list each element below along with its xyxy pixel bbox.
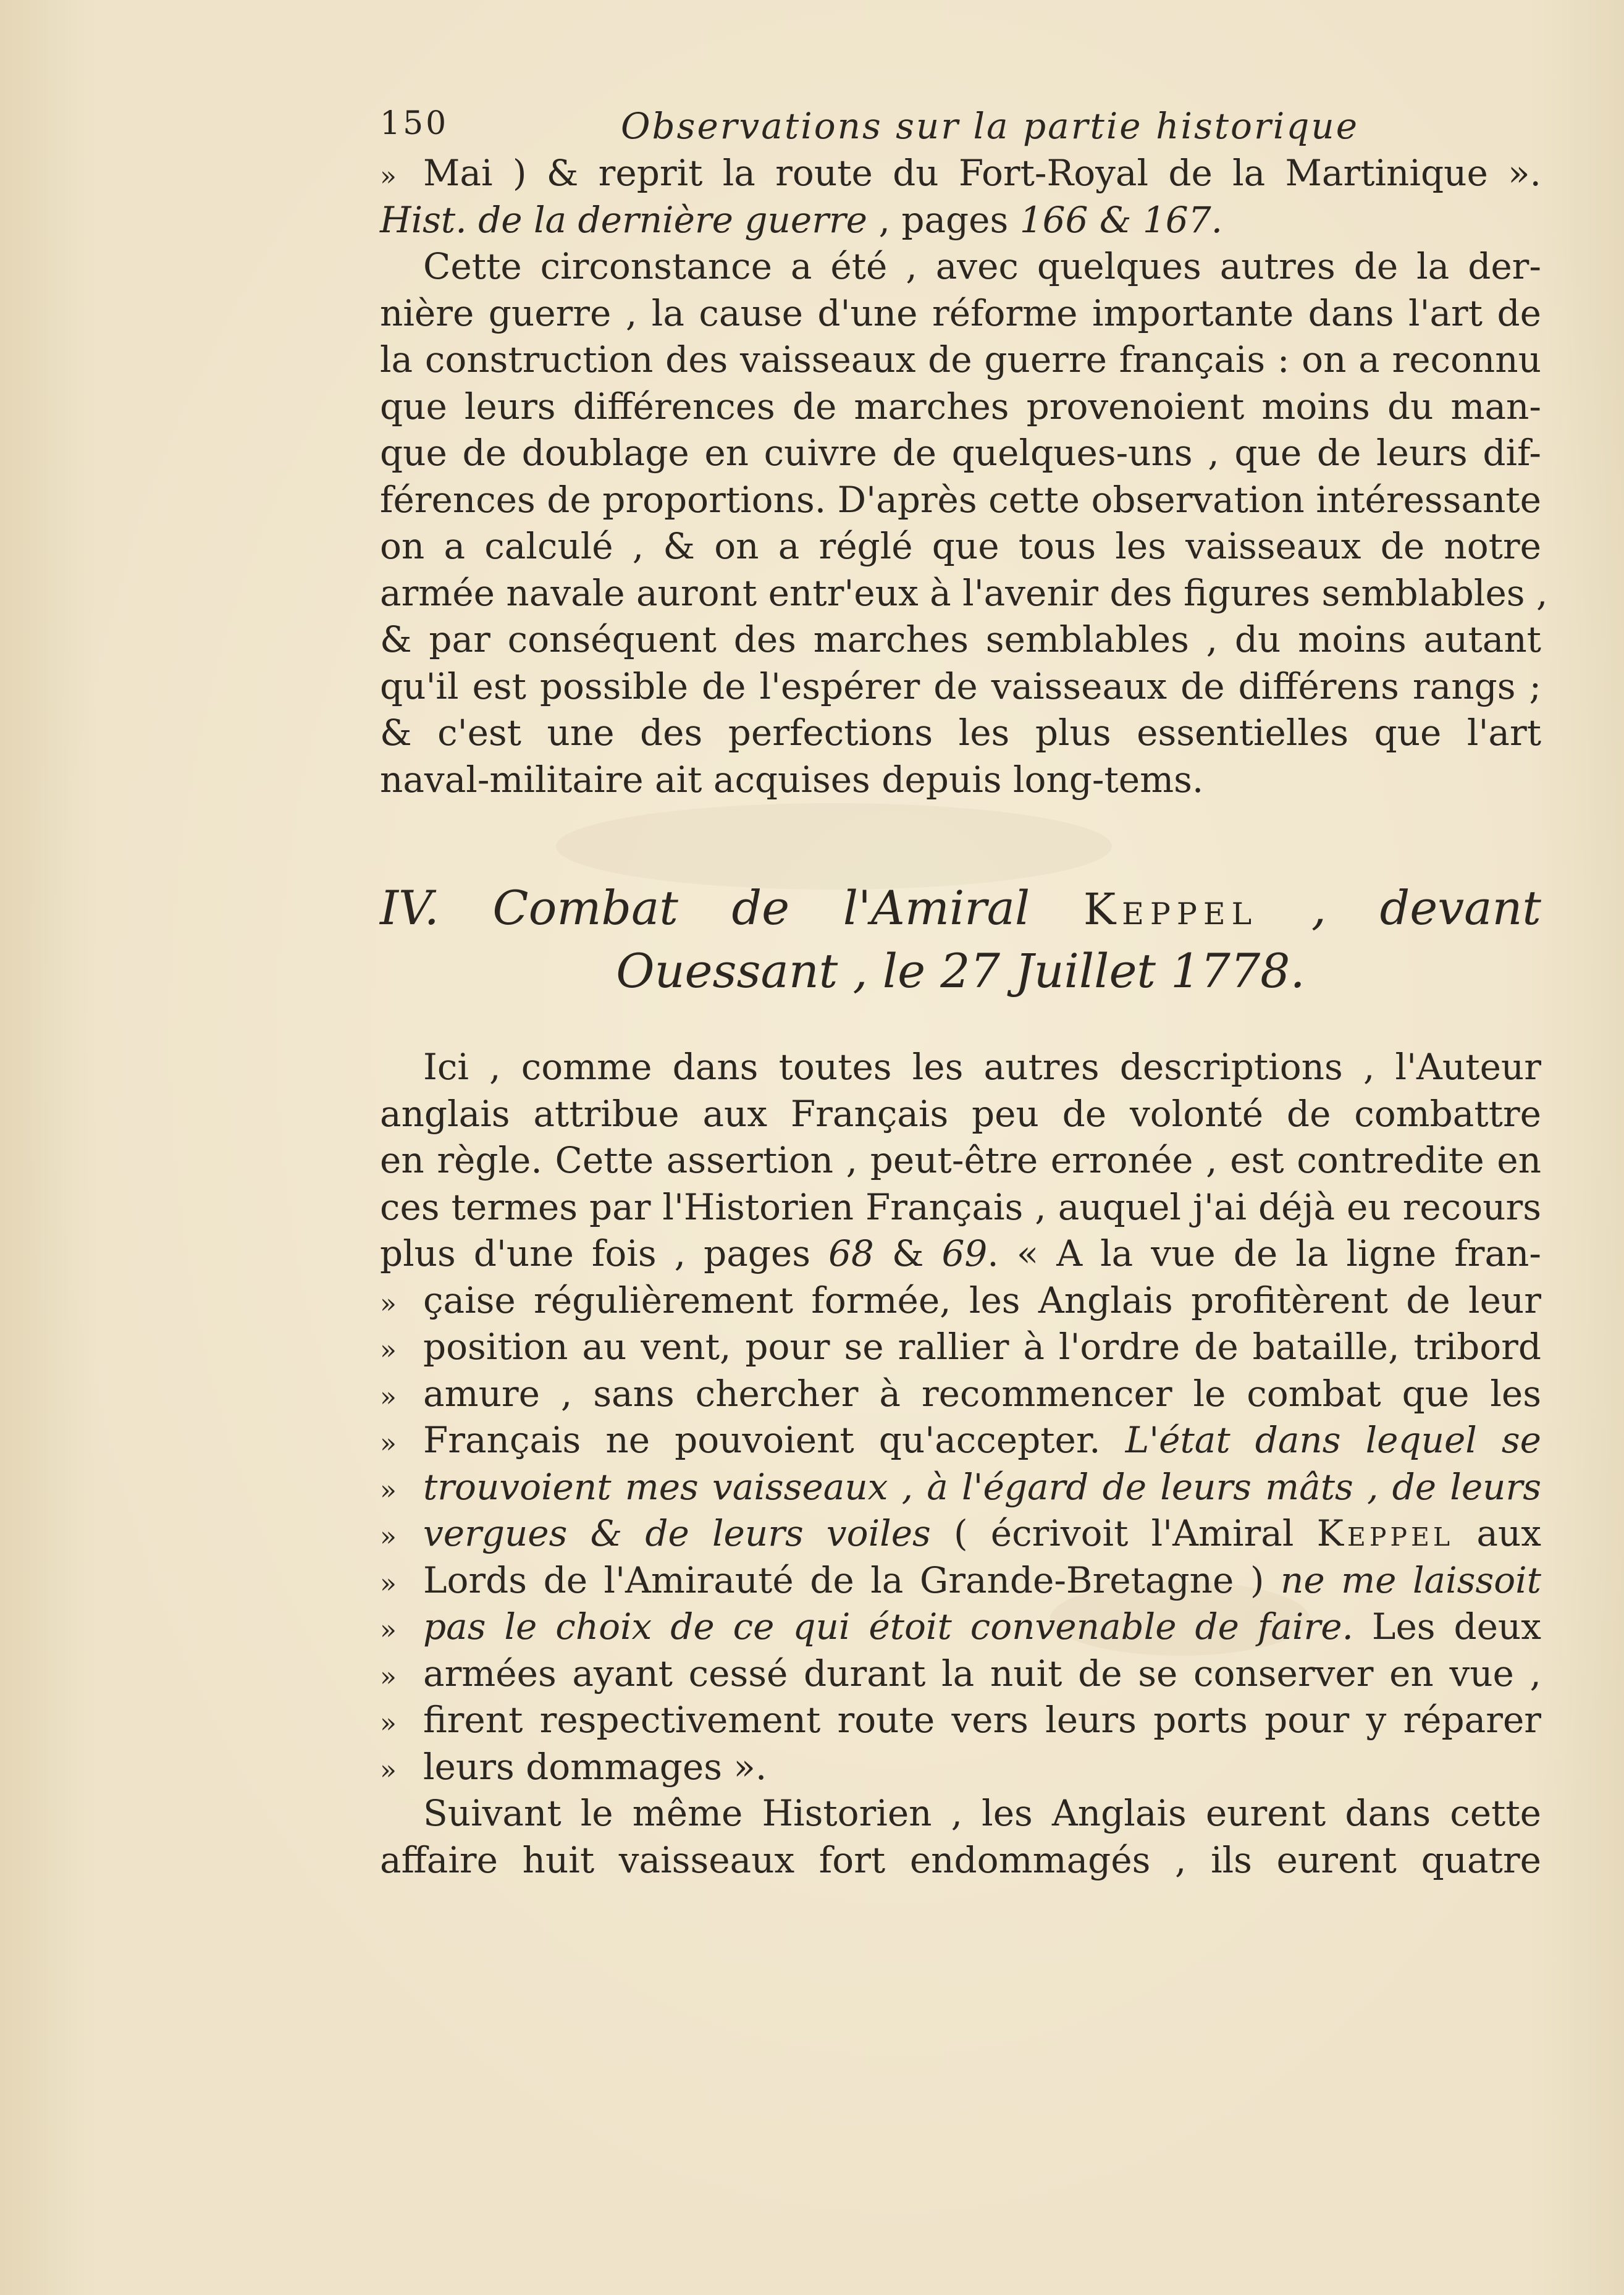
page-stain [556, 803, 1112, 890]
section-heading-line-2: Ouessant , le 27 Juillet 1778. [616, 943, 1305, 998]
text-run: amure , sans chercher à recommencer le combat que les [423, 1372, 1541, 1415]
text-line [380, 1231, 1541, 1278]
italic-text: 68 [828, 1232, 874, 1274]
text-run: on a calculé , & on a réglé que tous les vaisseaux de notre [380, 525, 1541, 567]
text-line [380, 1044, 1541, 1091]
section-heading-line-1 [380, 877, 1541, 940]
small-caps-name: Keppel [1316, 1512, 1454, 1554]
heading-prefix: IV. Combat de l'Amiral [380, 880, 1030, 935]
text-line [380, 477, 1541, 524]
text-run: Les deux [1353, 1606, 1541, 1648]
text-run: & [873, 1232, 942, 1274]
text-run: firent respectivement route vers leurs ports pour y réparer [423, 1699, 1541, 1741]
text-line [380, 1510, 1541, 1557]
italic-text: ne me laissoit [1280, 1559, 1541, 1601]
text-line [380, 1278, 1541, 1324]
text-line [380, 1837, 1541, 1884]
text-line [380, 243, 1541, 290]
text-run: Mai ) & reprit la route du Fort-Royal de la Martinique ». [423, 152, 1541, 194]
text-line [380, 1324, 1541, 1371]
italic-text: trouvoient mes vaisseaux , à l'égard de leurs mâts , de leurs [423, 1465, 1541, 1508]
text-run: la construction des vaisseaux de guerre français : on a reconnu [380, 339, 1541, 381]
text-run: position au vent, pour se rallier à l'ordre de bataille, tribord [423, 1326, 1541, 1368]
text-line [380, 197, 1541, 244]
text-run: anglais attribue aux Français peu de volonté de combattre [380, 1092, 1541, 1135]
text-run: que leurs différences de marches provenoient moins du man- [380, 385, 1541, 427]
text-run: Lords de l'Amirauté de la Grande-Bretagne ) [423, 1559, 1281, 1601]
text-run: Français ne pouvoient qu'accepter. [423, 1419, 1125, 1461]
quote-marker: » [380, 161, 397, 192]
italic-text: vergues & de leurs voiles [423, 1512, 931, 1554]
paragraph-block-2 [380, 1044, 1541, 1884]
italic-text: 166 & 167. [1019, 198, 1223, 241]
text-line [380, 710, 1541, 757]
text-run: Cette circonstance a été , avec quelques autres de la der- [423, 245, 1541, 287]
text-line [380, 1604, 1541, 1651]
text-run: naval-militaire ait acquises depuis long-tems. [380, 758, 1204, 801]
text-line [380, 1417, 1541, 1464]
quote-marker: » [380, 1754, 397, 1786]
text-line [380, 570, 1548, 617]
section-heading [380, 877, 1541, 1002]
quote-marker: » [380, 1287, 397, 1320]
italic-text: 69 [941, 1232, 988, 1274]
italic-text: pas le choix de ce qui étoit convenable de faire. [423, 1606, 1353, 1648]
text-run: leurs dommages ». [423, 1745, 767, 1788]
text-line [380, 757, 1541, 804]
text-run: Suivant le même Historien , les Anglais eurent dans cette [423, 1792, 1541, 1834]
italic-text: L'état dans lequel se [1125, 1419, 1541, 1461]
text-run: plus d'une fois , pages [380, 1232, 829, 1274]
quote-marker: » [380, 1567, 397, 1599]
page-number: 150 [380, 105, 449, 142]
text-run: aux [1454, 1512, 1541, 1554]
text-run: & par conséquent des marches semblables , du moins autant [380, 618, 1541, 660]
text-run: ces termes par l'Historien Français , auquel j'ai déjà eu recours [380, 1185, 1541, 1228]
text-run: férences de proportions. D'après cette observation intéressante [380, 478, 1541, 521]
text-line [380, 663, 1541, 710]
quote-marker: » [380, 1381, 397, 1413]
text-line [380, 1091, 1541, 1138]
page-header [380, 105, 1360, 154]
text-line [380, 430, 1541, 477]
text-line [380, 1184, 1541, 1231]
text-line [380, 1464, 1541, 1511]
text-line [380, 1744, 1541, 1791]
text-line [380, 290, 1541, 337]
text-line [380, 1371, 1541, 1418]
text-line [380, 617, 1541, 663]
quote-marker: » [380, 1334, 397, 1366]
quote-marker: » [380, 1708, 397, 1739]
text-run: qu'il est possible de l'espérer de vaisseaux de différens rangs ; [380, 665, 1541, 707]
text-line [380, 1137, 1541, 1184]
text-run: affaire huit vaisseaux fort endommagés , ils eurent quatre [380, 1838, 1541, 1881]
text-run: en règle. Cette assertion , peut-être erronée , est contredite en [380, 1139, 1541, 1181]
text-run: , pages [867, 198, 1020, 241]
heading-suffix: , devant [1311, 880, 1541, 935]
text-run: que de doublage en cuivre de quelques-uns , que de leurs dif- [380, 432, 1541, 474]
text-run: armées ayant cessé durant la nuit de se conserver en vue , [423, 1652, 1541, 1695]
text-run: nière guerre , la cause d'une réforme importante dans l'art de [380, 292, 1541, 334]
quote-marker: » [380, 1428, 397, 1459]
text-run: çaise régulièrement formée, les Anglais profitèrent de leur [423, 1279, 1541, 1321]
italic-text: Hist. de la dernière guerre [380, 198, 868, 241]
running-title: Observations sur la partie historique [621, 105, 1360, 147]
heading-admiral-name: Keppel [1083, 884, 1258, 935]
text-line [380, 1697, 1541, 1744]
paragraph-block-1 [380, 150, 1548, 803]
quote-marker: » [380, 1521, 397, 1552]
text-line [380, 150, 1541, 197]
text-run: . « A la vue de la ligne fran- [987, 1232, 1541, 1274]
text-line [380, 1651, 1541, 1698]
text-run: Ici , comme dans toutes les autres descriptions , l'Auteur [423, 1046, 1541, 1088]
text-run: armée navale auront entr'eux à l'avenir des figures semblables , [380, 571, 1548, 614]
text-line [380, 1790, 1541, 1837]
text-line [380, 1557, 1541, 1604]
text-line [380, 523, 1541, 570]
quote-marker: » [380, 1661, 397, 1693]
text-line [380, 384, 1541, 431]
quote-marker: » [380, 1614, 397, 1646]
text-run: & c'est une des perfections les plus essentielles que l'art [380, 712, 1541, 754]
text-run: ( écrivoit l'Amiral [930, 1512, 1317, 1554]
quote-marker: » [380, 1474, 397, 1506]
text-line [380, 337, 1541, 384]
